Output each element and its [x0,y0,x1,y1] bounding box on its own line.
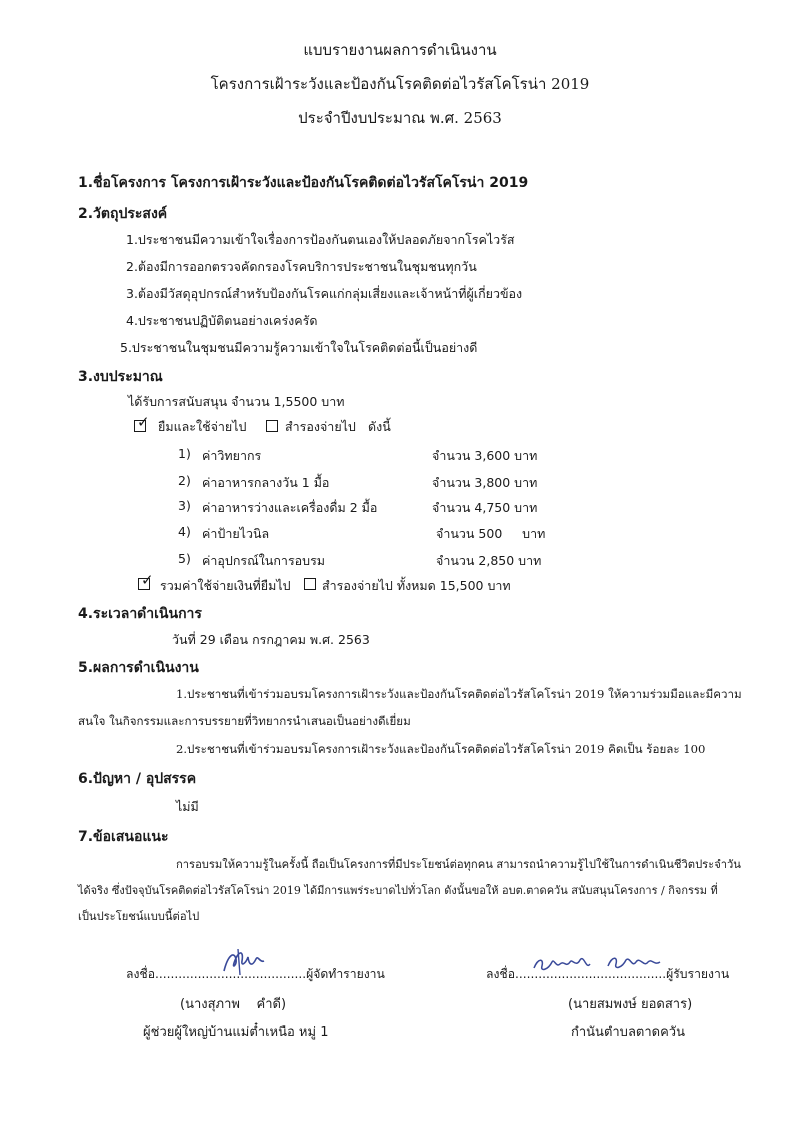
advance-checkbox[interactable] [266,420,278,432]
result-para2: 2.ประชาชนที่เข้าร่วมอบรมโครงการเฝ้าระวังและป้องกันโรคติดต่อไวรัสโคโรน่า 2019 คิดเป็น ร้อยละ 100 [176,742,706,756]
doc-title-line1: แบบรายงานผลการดำเนินงาน [303,41,497,59]
section1-label: 1.ชื่อโครงการ [78,175,167,191]
budget-received: ได้รับการสนับสนุน จำนวน 1,5500 บาท [128,394,345,409]
suggestion-line2: ได้จริง ซึ่งปัจจุบันโรคติดต่อไวรัสโคโรน่า 2019 ได้มีการแพร่ระบาดไปทั่วโลก ดังนั้นขอให้ อบต.ตาดควัน สนับสนุนโครงการ / กิจกรรม ที่ [78,884,718,897]
section2-heading: 2.วัตถุประสงค์ [78,206,168,222]
section4-heading: 4.ระเวลาดำเนินการ [78,606,202,622]
left-signer-name: (นางสุภาพ คำดี) [180,997,287,1012]
total-advance-label: สำรองจ่ายไป ทั้งหมด 15,500 บาท [322,578,511,593]
total-borrow-checkbox[interactable] [138,571,154,590]
borrow-checkbox[interactable] [134,413,150,432]
objective-item: 5.ประชาชนในชุมชนมีความรู้ความเข้าใจในโรคติดต่อนี้เป็นอย่างดี [120,340,478,355]
right-signer-name: (นายสมพงษ์ ยอดสาร) [568,997,693,1012]
borrow-option-label: ยืมและใช้จ่ายไป [158,419,247,434]
budget-item-number: 2) [178,473,191,488]
right-signer-position: กำนันตำบลตาดควัน [571,1025,685,1040]
budget-item-amount: จำนวน 500 บาท [436,526,546,541]
section1-value: โครงการเฝ้าระวังและป้องกันโรคติดต่อไวรัสโคโรน่า 2019 [170,175,529,191]
section3-heading: 3.งบประมาณ [78,369,163,385]
budget-item-name: ค่าวิทยากร [202,448,262,463]
section7-heading: 7.ข้อเสนอแนะ [78,829,169,845]
budget-item-amount: จำนวน 3,800 บาท [432,475,538,490]
right-sign-line: ลงชื่อ.......................................ผู้รับรายงาน [486,967,730,981]
objective-item: 3.ต้องมีวัสดุอุปกรณ์สำหรับป้องกันโรคแก่กลุ่มเสี่ยงและเจ้าหน้าที่ผู้เกี่ยวข้อง [126,286,523,301]
section1-heading [78,172,528,194]
left-sign-line: ลงชื่อ.......................................ผู้จัดทำรายงาน [126,967,385,981]
suggestion-line1: การอบรมให้ความรู้ในครั้งนี้ ถือเป็นโครงการที่มีประโยชน์ต่อทุกคน สามารถนำความรู้ไปใช้ในการดำเนินชีวิตประจำวัน [176,858,741,871]
budget-item-number: 4) [178,524,191,539]
budget-suffix: ดังนี้ [368,419,391,434]
budget-item-name: ค่าอาหารกลางวัน 1 มื้อ [202,475,330,490]
advance-option-label: สำรองจ่ายไป [285,419,356,434]
doc-title-line3: ประจำปีงบประมาณ พ.ศ. 2563 [298,109,502,127]
budget-item-amount: จำนวน 2,850 บาท [436,553,542,568]
budget-item-name: ค่าอาหารว่างและเครื่องดื่ม 2 มื้อ [202,500,378,515]
budget-item-number: 1) [178,446,191,461]
checkmark-icon: ✓ [141,571,154,589]
budget-item-name: ค่าป้ายไวนิล [202,526,270,541]
objective-item: 4.ประชาชนปฏิบัติตนอย่างเคร่งครัด [126,313,318,328]
doc-title-line2: โครงการเฝ้าระวังและป้องกันโรคติดต่อไวรัสโคโรน่า 2019 [210,75,590,93]
result-para1-line1: 1.ประชาชนที่เข้าร่วมอบรมโครงการเฝ้าระวังและป้องกันโรคติดต่อไวรัสโคโรน่า 2019 ให้ความร่วมมือและมีความ [176,687,742,701]
problem-value: ไม่มี [176,799,199,814]
suggestion-line3: เป็นประโยชน์แบบนี้ต่อไป [78,910,200,923]
checkmark-icon: ✓ [137,413,150,431]
objective-item: 1.ประชาชนมีความเข้าใจเรื่องการป้องกันตนเองให้ปลอดภัยจากโรคไวรัส [126,232,515,247]
section5-heading: 5.ผลการดำเนินงาน [78,660,199,676]
budget-item-amount: จำนวน 4,750 บาท [432,500,538,515]
left-signer-position: ผู้ช่วยผู้ใหญ่บ้านแม่ต๋ำเหนือ หมู่ 1 [143,1025,329,1040]
budget-item-amount: จำนวน 3,600 บาท [432,448,538,463]
budget-item-number: 3) [178,498,191,513]
budget-item-number: 5) [178,551,191,566]
total-advance-checkbox[interactable] [304,578,316,590]
right-signature-icon [530,950,670,976]
result-para1-line2: สนใจ ในกิจกรรมและการบรรยายที่วิทยากรนำเสนอเป็นอย่างดีเยี่ยม [78,714,411,728]
operation-date: วันที่ 29 เดือน กรกฎาคม พ.ศ. 2563 [172,632,370,647]
left-signature-icon [218,945,270,979]
total-borrow-label: รวมค่าใช้จ่ายเงินที่ยืมไป [160,578,291,593]
section6-heading: 6.ปัญหา / อุปสรรค [78,771,197,787]
budget-item-name: ค่าอุปกรณ์ในการอบรม [202,553,326,568]
objective-item: 2.ต้องมีการออกตรวจคัดกรองโรคบริการประชาชนในชุมชนทุกวัน [126,259,477,274]
